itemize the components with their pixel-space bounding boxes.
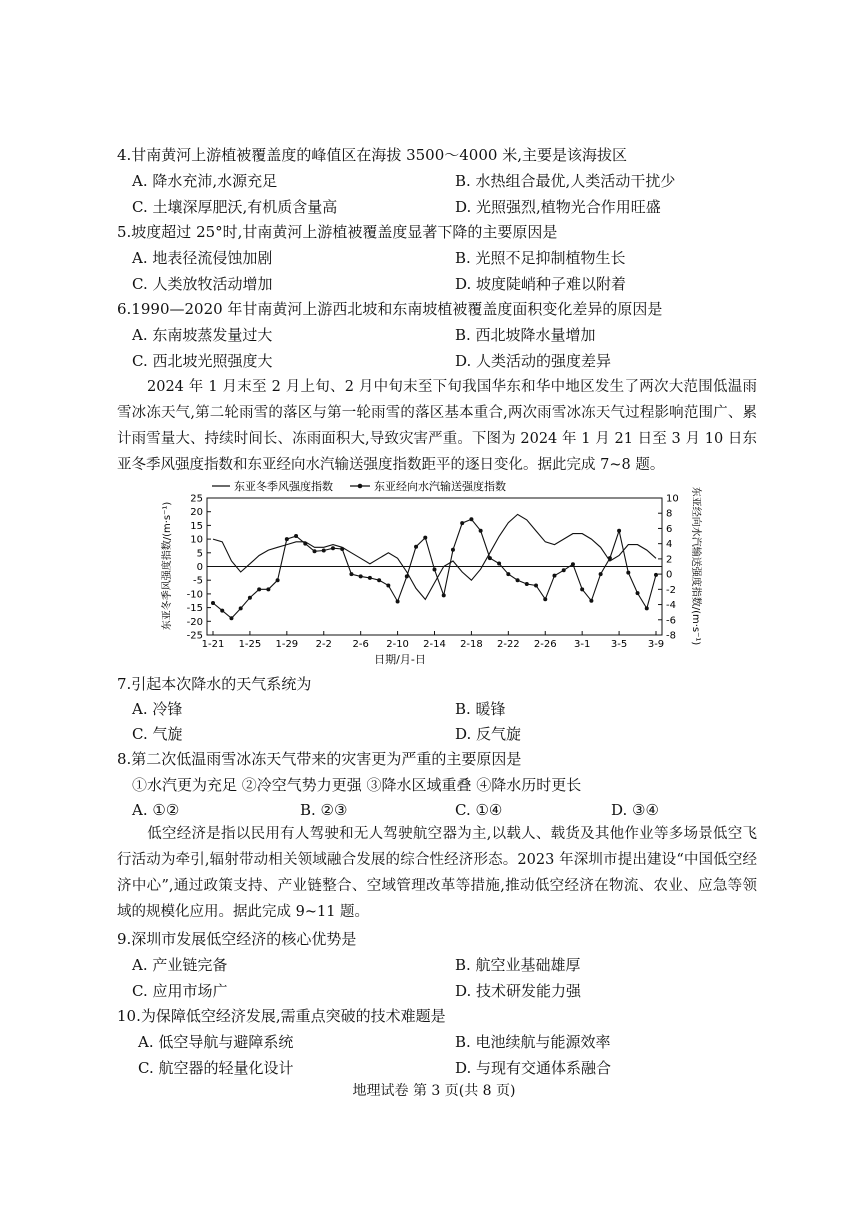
series-point-water-vapor [645,606,649,610]
q10-option-b: B. 电池续航与能源效率 [455,1033,611,1051]
series-point-water-vapor [276,578,280,582]
series-point-water-vapor [303,542,307,546]
q8-option-c: C. ①④ [455,801,503,819]
q10-stem: 10.为保障低空经济发展,需重点突破的技术难题是 [117,1007,446,1025]
q4-option-b: B. 水热组合最优,人类活动干扰少 [455,172,676,190]
q6-stem: 6.1990—2020 年甘南黄河上游西北坡和东南坡植被覆盖度面积变化差异的原因是 [117,300,663,318]
q4-option-a: A. 降水充沛,水源充足 [132,172,278,190]
series-point-water-vapor [396,600,400,604]
series-point-water-vapor [571,562,575,566]
q4-stem: 4.甘南黄河上游植被覆盖度的峰值区在海拔 3500～4000 米,主要是该海拔区 [117,146,627,164]
y-right-tick-label: -2 [666,584,676,596]
x-tick-label: 2-6 [352,639,369,650]
monsoon-chart [150,473,710,668]
series-point-water-vapor [525,582,529,586]
q5-option-d: D. 坡度陡峭种子难以附着 [455,275,627,293]
series-point-water-vapor [331,546,335,550]
series-point-water-vapor [543,597,547,601]
x-tick-label: 1-25 [238,639,262,650]
x-tick-label: 3-5 [610,639,628,650]
x-tick-label: 2-26 [533,639,557,650]
q10-option-a: A. 低空导航与避障系统 [138,1033,294,1051]
q9-option-b: B. 航空业基础雄厚 [455,956,581,974]
y-left-tick-label: -20 [186,616,203,628]
x-tick-label: 3-9 [647,639,665,650]
x-tick-label: 2-14 [423,639,446,650]
x-tick-label: 2-18 [460,639,483,650]
y-left-tick-label: 20 [190,507,203,519]
series-point-water-vapor [322,549,326,553]
x-tick-label: 1-21 [201,639,225,650]
y-left-tick-label: -5 [193,575,203,587]
series-point-water-vapor [608,556,612,560]
series-point-water-vapor [534,584,538,588]
q7-stem: 7.引起本次降水的天气系统为 [117,675,312,693]
passage-low-altitude [117,821,757,925]
series-point-water-vapor [349,572,353,576]
series-point-water-vapor [479,529,483,533]
q5-option-b: B. 光照不足抑制植物生长 [455,249,626,267]
series-point-water-vapor [257,587,261,591]
q8-option-b: B. ②③ [300,801,348,819]
series-point-water-vapor [589,599,593,603]
x-tick-label: 2-10 [386,639,409,650]
q4-option-c: C. 土壤深厚肥沃,有机质含量高 [132,198,338,216]
series-line-winter-monsoon [213,514,656,599]
q8-option-a: A. ①② [132,801,180,819]
y-left-tick-label: 25 [190,493,203,505]
series-point-water-vapor [239,606,243,610]
x-axis-label: 日期/月-日 [374,653,426,666]
series-point-water-vapor [368,576,372,580]
series-point-water-vapor [506,572,510,576]
q7-option-d: D. 反气旋 [455,725,522,743]
y-right-tick-label: 10 [666,493,679,505]
q9-option-c: C. 应用市场广 [132,982,228,1000]
x-tick-label: 2-22 [496,639,520,650]
series-point-water-vapor [626,571,630,575]
x-tick-label: 3-1 [573,639,591,650]
series-point-water-vapor [248,596,252,600]
page-footer: 地理试卷 第 3 页(共 8 页) [352,1083,516,1099]
y-left-tick-label: 5 [196,548,203,560]
series-point-water-vapor [414,545,418,549]
y-right-tick-label: 2 [666,554,673,566]
y-right-tick-label: 4 [666,539,673,551]
q10-option-c: C. 航空器的轻量化设计 [138,1059,294,1077]
y-right-tick-label: 0 [666,569,673,581]
series-point-water-vapor [599,572,603,576]
passage-low-altitude-text: 低空经济是指以民用有人驾驶和无人驾驶航空器为主,以载人、载货及其他作业等多场景低空飞行活动为牵引,辐射带动相关领域融合发展的综合性经济形态。2023 年深圳市提出建设“中国低空经济中心”,通过政策支持、产业链整合、空域管理改革等措施,推动低空经济在物流、农业、应急等领域的规模化应用。据此完成 9~11 题。 [117,826,757,920]
q9-stem: 9.深圳市发展低空经济的核心优势是 [117,930,357,948]
series-point-water-vapor [562,568,566,572]
y-left-tick-label: 15 [190,520,203,532]
series-point-water-vapor [266,587,270,591]
q9-option-d: D. 技术研发能力强 [455,982,582,1000]
y-left-tick-label: -10 [186,589,203,601]
series-point-water-vapor [516,578,520,582]
q6-option-a: A. 东南坡蒸发量过大 [132,326,273,344]
y-right-label: 东亚经向水汽输送强度指数/(m·s⁻¹) [690,486,701,646]
q5-option-a: A. 地表径流侵蚀加剧 [132,249,273,267]
chart-legend [212,479,506,493]
series-point-water-vapor [460,521,464,525]
series-point-water-vapor [497,561,501,565]
q9-option-a: A. 产业链完备 [132,956,228,974]
q7-option-a: A. 冷锋 [132,700,183,718]
series-point-water-vapor [211,601,215,605]
series-point-water-vapor [377,578,381,582]
series-point-water-vapor [386,584,390,588]
y-left-tick-label: 10 [190,534,203,546]
y-right-tick-label: -4 [666,600,676,612]
q6-option-c: C. 西北坡光照强度大 [132,352,273,370]
series-point-water-vapor [451,548,455,552]
series-point-water-vapor [340,547,344,551]
series-point-water-vapor [654,573,658,577]
series-point-water-vapor [294,534,298,538]
q5-stem: 5.坡度超过 25°时,甘南黄河上游植被覆盖度显著下降的主要原因是 [117,223,558,241]
y-left-label: 东亚冬季风强度指数/(m·s⁻¹) [162,501,173,631]
series-point-water-vapor [580,587,584,591]
q5-option-c: C. 人类放牧活动增加 [132,275,273,293]
series-point-water-vapor [617,529,621,533]
series-point-water-vapor [423,536,427,540]
y-right-tick-label: -6 [666,615,676,627]
x-tick-label: 2-2 [315,639,332,650]
q8-option-d: D. ③④ [611,801,659,819]
series-point-water-vapor [636,591,640,595]
q7-option-c: C. 气旋 [132,725,183,743]
passage-winter-storm-text: 2024 年 1 月末至 2 月上旬、2 月中旬末至下旬我国华东和华中地区发生了两次大范围低温雨雪冰冻天气,第二轮雨雪的落区与第一轮雨雪的落区基本重合,两次雨雪冰冻天气过程影响范围广、累计雨雪量大、持续时间长、冻雨面积大,导致灾害严重。下图为 2024 年 1 月 21 日至 3 月 10 日东亚冬季风强度指数和东亚经向水汽输送强度指数距平的逐日变化。据此完成 7~8 题。 [117,379,757,473]
x-tick-label: 1-29 [275,639,299,650]
series-point-water-vapor [442,593,446,597]
y-right-tick-label: 8 [666,508,673,520]
legend-wind-label: 东亚冬季风强度指数 [234,480,333,493]
y-right-tick-label: -8 [666,630,676,642]
q8-stem: 8.第二次低温雨雪冰冻天气带来的灾害更为严重的主要原因是 [117,750,522,768]
q7-option-b: B. 暖锋 [455,700,506,718]
series-point-water-vapor [469,517,473,521]
q6-option-b: B. 西北坡降水量增加 [455,326,596,344]
q4-option-d: D. 光照强烈,植物光合作用旺盛 [455,198,661,216]
y-left-tick-label: -25 [186,630,203,642]
q10-option-d: D. 与现有交通体系融合 [455,1059,612,1077]
series-point-water-vapor [405,574,409,578]
series-point-water-vapor [229,616,233,620]
series-point-water-vapor [220,609,224,613]
series-point-water-vapor [433,568,437,572]
series-point-water-vapor [285,537,289,541]
series-point-water-vapor [313,549,317,553]
y-left-tick-label: -15 [186,603,203,615]
y-right-tick-label: 6 [666,523,673,535]
legend-vapor-label: 东亚经向水汽输送强度指数 [374,480,506,493]
legend-marker-vapor [358,484,363,489]
q6-option-d: D. 人类活动的强度差异 [455,352,612,370]
series-point-water-vapor [359,574,363,578]
q8-items: ①水汽更为充足 ②冷空气势力更强 ③降水区域重叠 ④降水历时更长 [132,776,582,794]
y-left-tick-label: 0 [196,562,203,573]
series-point-water-vapor [552,574,556,578]
passage-winter-storm [117,374,757,478]
series-point-water-vapor [488,556,492,560]
